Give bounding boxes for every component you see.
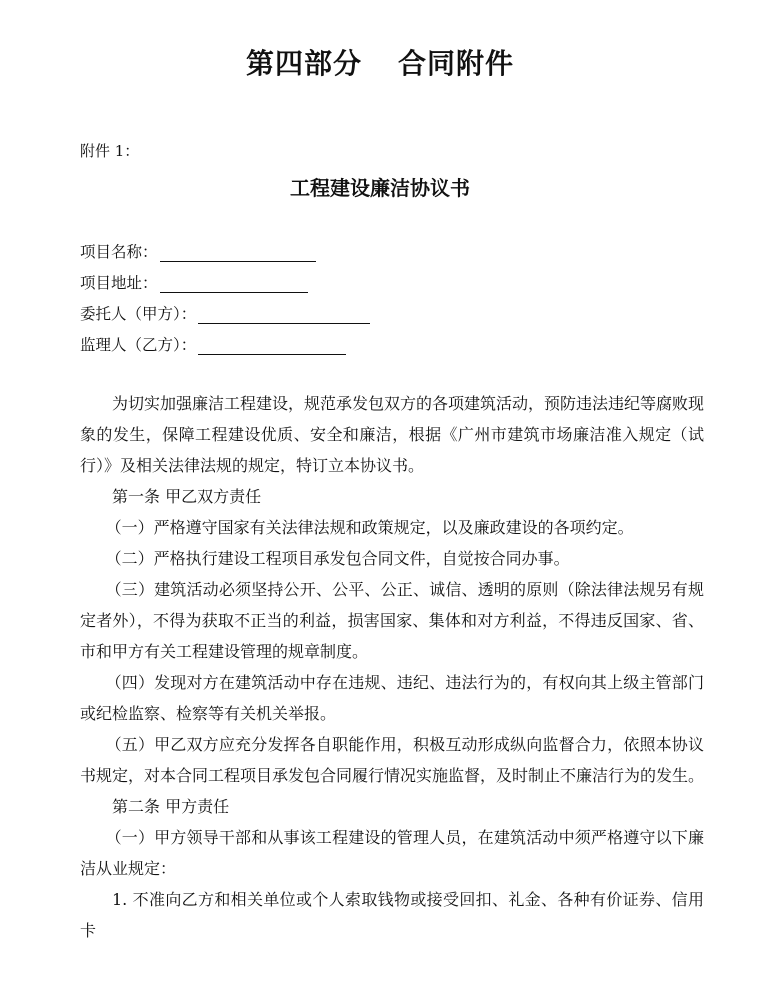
clause-paragraph: （四）发现对方在建筑活动中存在违规、违纪、违法行为的，有权向其上级主管部门或纪检监察、检察等有关机关举报。 <box>80 673 704 723</box>
field-project-address <box>80 271 308 293</box>
field-client <box>80 302 370 324</box>
clause-paragraph: （三）建筑活动必须坚持公开、公平、公正、诚信、透明的原则（除法律法规另有规定者外），不得为获取不正当的利益，损害国家、集体和对方利益，不得违反国家、省、市和甲方有关工程建设管理的规章制度。 <box>80 580 704 661</box>
field-label: 委托人（甲方）： <box>80 305 197 323</box>
field-project-name <box>80 240 316 262</box>
field-blank-line[interactable] <box>160 245 316 262</box>
title-part: 第四部分 <box>245 47 362 80</box>
clause-paragraph: （一）严格遵守国家有关法律法规和政策规定，以及廉政建设的各项约定。 <box>105 518 634 537</box>
clause-paragraph: （一）甲方领导干部和从事该工程建设的管理人员，在建筑活动中须严格遵守以下廉洁从业规定： <box>80 828 704 878</box>
clause-paragraph: （二）严格执行建设工程项目承发包合同文件，自觉按合同办事。 <box>105 549 570 568</box>
field-supervisor <box>80 333 346 355</box>
agreement-title: 工程建设廉洁协议书 <box>290 176 470 200</box>
title-name: 合同附件 <box>398 47 515 80</box>
field-label: 项目地址： <box>80 274 158 292</box>
article-heading: 第二条 甲方责任 <box>112 797 230 816</box>
clause-item: 1. 不准向乙方和相关单位或个人索取钱物或接受回扣、礼金、各种有价证券、信用卡 <box>80 890 704 940</box>
agreement-body <box>80 388 704 946</box>
field-blank-line[interactable] <box>198 338 346 355</box>
attachment-label: 附件 1： <box>80 142 140 160</box>
field-label: 监理人（乙方）： <box>80 336 197 354</box>
field-label: 项目名称： <box>80 243 158 261</box>
clause-paragraph: （五）甲乙双方应充分发挥各自职能作用，积极互动形成纵向监督合力，依照本协议书规定，对本合同工程项目承发包合同履行情况实施监督，及时制止不廉洁行为的发生。 <box>80 735 705 785</box>
preamble-paragraph: 为切实加强廉洁工程建设，规范承发包双方的各项建筑活动，预防违法违纪等腐败现象的发生，保障工程建设优质、安全和廉洁，根据《广州市建筑市场廉洁准入规定（试行）》及相关法律法规的规定，特订立本协议书。 <box>80 394 705 475</box>
article-heading: 第一条 甲乙双方责任 <box>112 487 262 506</box>
field-blank-line[interactable] <box>160 276 308 293</box>
field-blank-line[interactable] <box>198 307 370 324</box>
page-title <box>0 42 760 82</box>
